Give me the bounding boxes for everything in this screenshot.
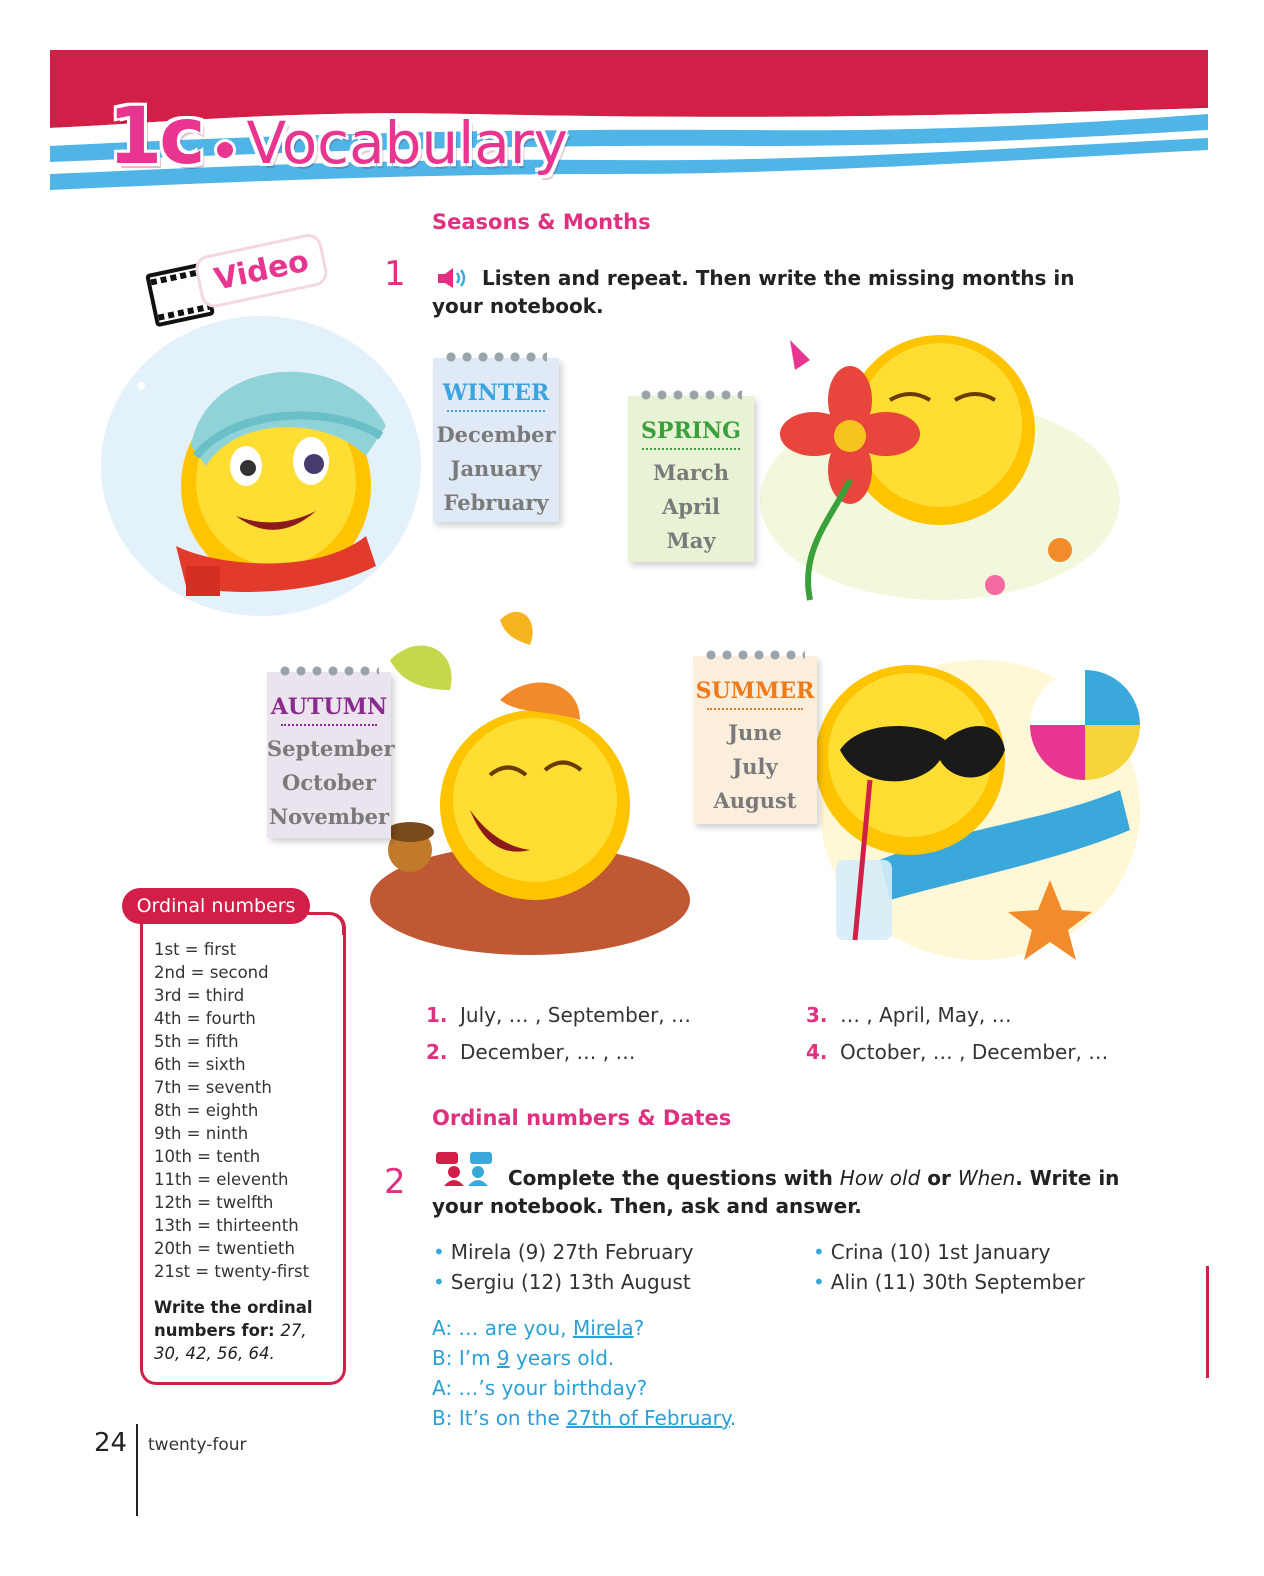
season-name: WINTER: [442, 380, 550, 406]
summer-smiley-illustration: [800, 640, 1145, 970]
ordinal-item: 3rd = third: [154, 986, 245, 1005]
exercise-number-1: 1: [384, 254, 406, 294]
dialog-text: years old.: [509, 1346, 615, 1370]
note-divider: [707, 708, 803, 710]
item-text: July, … , September, …: [460, 1003, 692, 1027]
person-item: [433, 1240, 694, 1264]
exercise-1-instruction: Listen and repeat. Then write the missing months in your notebook.: [432, 266, 1075, 318]
winter-note: [433, 358, 559, 522]
winter-smiley-illustration: [96, 296, 426, 616]
ordinal-numbers-title: Ordinal numbers: [122, 888, 310, 924]
dialog-underlined: Mirela: [572, 1316, 634, 1340]
instruction-text: Complete the questions with: [508, 1166, 840, 1190]
item-number: 1.: [426, 1003, 448, 1027]
month: January: [450, 456, 542, 481]
month: April: [662, 494, 720, 519]
ordinal-item: 5th = fifth: [154, 1032, 239, 1051]
summer-note: [693, 656, 817, 824]
dialog-underlined: 9: [496, 1346, 510, 1370]
bullet-icon: •: [813, 1270, 825, 1294]
month: August: [713, 788, 797, 813]
ordinal-box-corner: [308, 912, 345, 935]
bullet-icon: •: [813, 1240, 825, 1264]
video-label: Video: [193, 231, 331, 310]
ordinal-item: 9th = ninth: [154, 1124, 249, 1143]
dialog-line: [432, 1313, 736, 1343]
person-text: Crina (10) 1st January: [830, 1240, 1051, 1264]
exercise-2-instruction: [432, 1164, 1152, 1220]
bullet-icon: •: [433, 1270, 445, 1294]
month: July: [732, 754, 778, 779]
month: March: [653, 460, 729, 485]
note-rings: [445, 350, 547, 364]
note-rings: [640, 388, 742, 402]
season-name: SUMMER: [695, 678, 815, 704]
person-item: [813, 1240, 1050, 1264]
ordinal-item: 13th = thirteenth: [154, 1216, 299, 1235]
dialog-text: A: … are you,: [432, 1316, 573, 1340]
ordinal-item: 7th = seventh: [154, 1078, 272, 1097]
unit-title: [108, 92, 568, 192]
ordinal-task-numbers: 27, 30, 42, 56, 64.: [154, 1321, 307, 1363]
item-number: 2.: [426, 1040, 448, 1064]
person-text: Sergiu (12) 13th August: [450, 1270, 691, 1294]
item-text: … , April, May, …: [840, 1003, 1012, 1027]
note-divider: [447, 410, 545, 412]
instruction-or: or: [920, 1166, 958, 1190]
note-divider: [642, 448, 740, 450]
dialog-line: [432, 1403, 736, 1433]
title-dot: [217, 142, 233, 158]
dialog-text: B: I’m: [432, 1346, 497, 1370]
month: September: [267, 736, 395, 761]
person-text: Mirela (9) 27th February: [450, 1240, 694, 1264]
ordinal-item: 6th = sixth: [154, 1055, 246, 1074]
exercise-1-item: [426, 1003, 691, 1027]
page-title: Vocabulary: [246, 109, 569, 177]
note-divider: [281, 724, 377, 726]
ordinal-item: 4th = fourth: [154, 1009, 256, 1028]
autumn-note: [267, 672, 395, 838]
exercise-1-item: [806, 1040, 1108, 1064]
ordinal-item: 20th = twentieth: [154, 1239, 295, 1258]
exercise-number-2: 2: [384, 1162, 406, 1202]
month: June: [728, 720, 782, 745]
ordinal-item: 10th = tenth: [154, 1147, 261, 1166]
ordinal-item: 11th = eleventh: [154, 1170, 289, 1189]
bullet-icon: •: [433, 1240, 445, 1264]
note-rings: [279, 664, 379, 678]
spring-smiley-illustration: [740, 300, 1120, 610]
ordinal-task-text: Write the ordinal numbers for:: [154, 1298, 313, 1340]
season-name: AUTUMN: [270, 694, 388, 720]
item-text: October, … , December, …: [840, 1040, 1109, 1064]
person-item: [813, 1270, 1085, 1294]
spring-note: [628, 396, 754, 562]
month: November: [268, 804, 390, 829]
note-rings: [705, 648, 805, 662]
ordinal-item: 1st = first: [154, 940, 237, 959]
ordinal-item: 2nd = second: [154, 963, 269, 982]
item-number: 4.: [806, 1040, 828, 1064]
month: May: [666, 528, 716, 553]
person-item: [433, 1270, 691, 1294]
dialog-text: ?: [633, 1316, 645, 1340]
page-edge-mark: [1206, 1266, 1209, 1378]
person-text: Alin (11) 30th September: [830, 1270, 1085, 1294]
item-text: December, … , …: [460, 1040, 636, 1064]
ordinal-list: [154, 938, 309, 1283]
section-heading-seasons: Seasons & Months: [432, 210, 651, 234]
ordinal-item: 8th = eighth: [154, 1101, 259, 1120]
instruction-text: . Write in your notebook. Then, ask and answer.: [432, 1166, 1120, 1218]
unit-code: 1c: [108, 92, 203, 182]
dialog-text: B: It’s on the: [432, 1406, 567, 1430]
exercise-1-item: [806, 1003, 1012, 1027]
dialog-line: [432, 1343, 736, 1373]
dialog-line: A: …’s your birthday?: [432, 1376, 648, 1400]
exercise-1-item: [426, 1040, 636, 1064]
page-number-words: twenty-four: [148, 1435, 247, 1455]
dialog-text: .: [729, 1406, 737, 1430]
ordinal-task: [154, 1296, 334, 1365]
ordinal-item: 12th = twelfth: [154, 1193, 274, 1212]
instruction-how-old: How old: [839, 1166, 921, 1190]
dialog-underlined: 27th of February: [566, 1406, 730, 1430]
example-dialog: [432, 1313, 736, 1433]
page-number: 24: [94, 1428, 128, 1458]
section-heading-ordinals-dates: Ordinal numbers & Dates: [432, 1106, 732, 1130]
season-name: SPRING: [641, 418, 741, 444]
item-number: 3.: [806, 1003, 828, 1027]
month: December: [436, 422, 556, 447]
instruction-when: When: [957, 1166, 1016, 1190]
month: October: [282, 770, 376, 795]
footer-divider: [136, 1424, 138, 1516]
month: February: [443, 490, 549, 515]
ordinal-item: 21st = twenty-first: [154, 1262, 310, 1281]
